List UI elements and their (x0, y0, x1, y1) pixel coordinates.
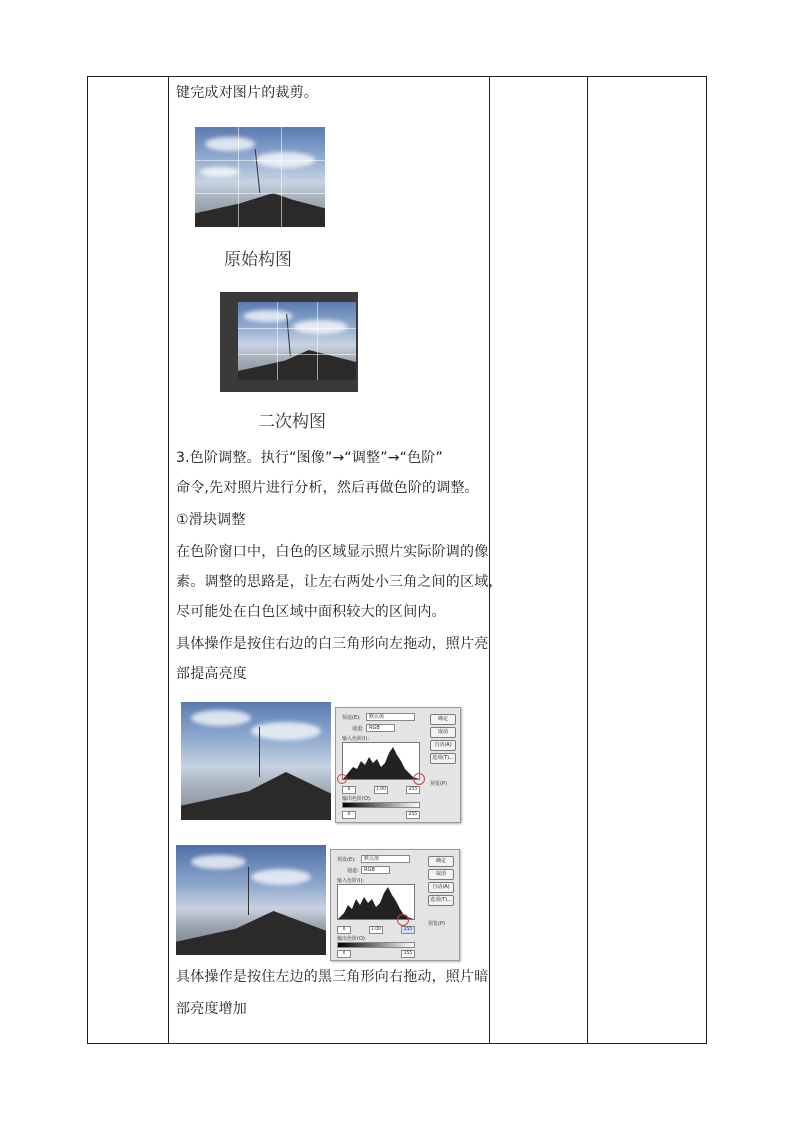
preview-checkbox[interactable]: 预览(P) (428, 921, 445, 927)
example2-photo (176, 845, 326, 955)
column-divider (168, 77, 169, 1043)
levels-dialog-1 (335, 707, 461, 823)
input-mid-field[interactable]: 1.00 (370, 927, 382, 932)
second-composition-photo (220, 292, 358, 392)
output-white-field[interactable]: 255 (406, 811, 420, 819)
text-line: 3.色阶调整。执行“图像”→“调整”→“色阶” (176, 450, 443, 466)
output-levels-label: 输出色阶(O): (342, 796, 372, 802)
preset-label: 预设(E): (337, 857, 356, 863)
cancel-button[interactable]: 取消 (428, 869, 454, 880)
histogram (342, 742, 420, 780)
text-line: 键完成对图片的裁剪。 (176, 85, 318, 101)
input-white-field[interactable]: 255 (401, 926, 415, 934)
cancel-button[interactable]: 取消 (430, 727, 456, 738)
text-line: 部提高亮度 (176, 666, 247, 682)
text-line: 尽可能处在白色区域中面积较大的区间内。 (176, 604, 446, 620)
levels-dialog-2 (330, 849, 460, 961)
original-composition-photo (195, 127, 325, 227)
example1-photo (181, 702, 331, 820)
preset-select[interactable]: 默认值 (366, 713, 415, 721)
text-line: 素。调整的思路是，让左右两处小三角之间的区域， (176, 574, 503, 590)
column-divider (587, 77, 588, 1043)
input-levels-label: 输入色阶(I): (342, 736, 370, 742)
output-black-field[interactable]: 0 (337, 950, 351, 958)
text-line: 命令,先对照片进行分析，然后再做色阶的调整。 (176, 480, 479, 496)
text-line: 具体操作是按住左边的黑三角形向右拖动，照片暗 (176, 969, 489, 985)
auto-button[interactable]: 自动(A) (428, 882, 454, 893)
auto-button[interactable]: 自动(A) (430, 740, 456, 751)
caption-second: 二次构图 (258, 412, 326, 432)
text-line: 在色阶窗口中，白色的区域显示照片实际阶调的像 (176, 544, 489, 560)
lesson-table (87, 76, 707, 1044)
output-levels-label: 输出色阶(O): (337, 936, 367, 942)
subheading: ①滑块调整 (176, 512, 246, 528)
caption-original: 原始构图 (224, 250, 292, 270)
text-line: 具体操作是按住右边的白三角形向左拖动，照片亮 (176, 636, 489, 652)
ok-button[interactable]: 确定 (428, 856, 454, 867)
input-white-field[interactable]: 255 (406, 786, 420, 794)
channel-select[interactable]: RGB (366, 724, 395, 732)
output-gradient (342, 802, 420, 808)
output-white-field[interactable]: 255 (401, 950, 415, 958)
input-mid-field[interactable]: 1.00 (375, 787, 387, 792)
options-button[interactable]: 选项(T)... (428, 895, 454, 906)
input-black-field[interactable]: 0 (337, 926, 351, 934)
black-point-marker (337, 774, 347, 784)
adjusted-white-marker (397, 914, 409, 926)
options-button[interactable]: 选项(T)... (430, 753, 456, 764)
preview-checkbox[interactable]: 预览(P) (430, 781, 447, 787)
preset-label: 预设(E): (342, 715, 361, 721)
column-divider (489, 77, 490, 1043)
output-black-field[interactable]: 0 (342, 811, 356, 819)
channel-select[interactable]: RGB (361, 866, 390, 874)
output-gradient (337, 942, 415, 948)
channel-label: 通道: (352, 726, 364, 732)
input-levels-label: 输入色阶(I): (337, 878, 365, 884)
content-cell (172, 77, 503, 1043)
white-point-marker (413, 773, 425, 785)
preset-select[interactable]: 默认值 (361, 855, 410, 863)
channel-label: 通道: (347, 868, 359, 874)
text-line: 部亮度增加 (176, 1001, 247, 1017)
ok-button[interactable]: 确定 (430, 714, 456, 725)
input-black-field[interactable]: 0 (342, 786, 356, 794)
